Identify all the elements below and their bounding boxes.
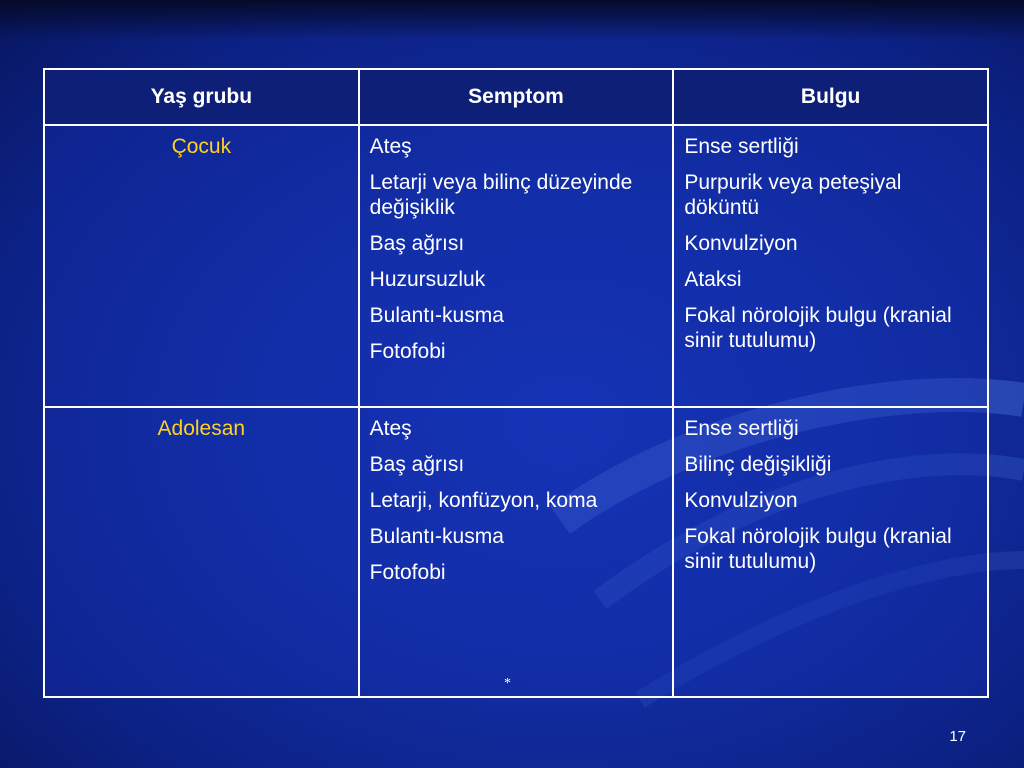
symptom-item: Bulantı-kusma [369,525,504,548]
finding-item: Ataksi [684,268,742,291]
header-symptom: Semptom [359,69,674,125]
finding-item: Konvulziyon [684,232,798,255]
table-row-child [44,125,988,407]
table-header-row [44,69,988,125]
finding-item: Ense sertliği [684,135,799,158]
age-group-cell [44,407,359,697]
age-group-label: Adolesan [157,417,246,440]
symptom-item: Baş ağrısı [369,232,465,255]
symptom-item: Letarji, konfüzyon, koma [369,489,598,512]
header-age-group: Yaş grubu [44,69,359,125]
age-group-label: Çocuk [171,135,232,158]
finding-item: Ense sertliği [684,417,799,440]
symptom-item: Ateş [369,135,412,158]
age-group-cell [44,125,359,407]
finding-item: Bilinç değişikliği [684,453,832,476]
slide-page-number: 17 [949,728,966,745]
symptom-item: Baş ağrısı [369,453,465,476]
symptom-cell [359,125,674,407]
symptom-item: Ateş [369,417,412,440]
footnote-marker: * [504,676,511,691]
symptom-item: Fotofobi [369,340,446,363]
finding-item: Purpurik veya peteşiyal döküntü [684,171,902,219]
finding-cell [673,125,988,407]
finding-item: Fokal nörolojik bulgu (kranial sinir tutulumu) [684,525,952,573]
table-row-adolescent [44,407,988,697]
symptoms-findings-table [43,68,989,698]
finding-cell [673,407,988,697]
symptom-item: Bulantı-kusma [369,304,504,327]
symptom-cell [359,407,674,697]
finding-item: Konvulziyon [684,489,798,512]
symptom-item: Fotofobi [369,561,446,584]
symptom-item: Letarji veya bilinç düzeyinde değişiklik [369,171,633,219]
finding-item: Fokal nörolojik bulgu (kranial sinir tutulumu) [684,304,952,352]
header-finding: Bulgu [673,69,988,125]
symptom-item: Huzursuzluk [369,268,486,291]
